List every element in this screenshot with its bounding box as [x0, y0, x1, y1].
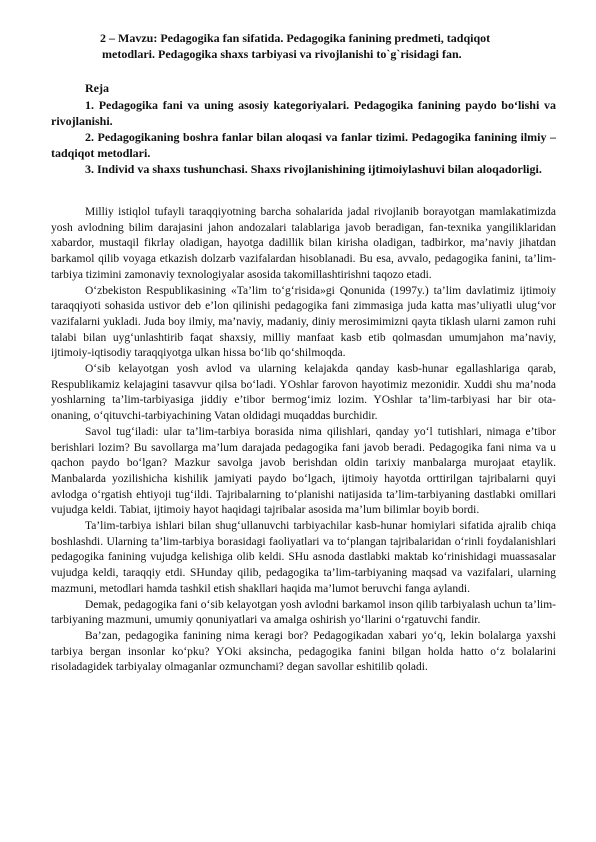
topic-title-line-2: metodlari. Pedagogika shaxs tarbiyasi va rivojlanishi to`g`risidagi fan.	[102, 47, 462, 61]
paragraph-5: Ta’lim-tarbiya ishlari bilan shug‘ullanuvchi tarbiyachilar kasb-hunar homiylari sifatida ajralib chiqa boshlashdi. Ularning ta’lim-tarbiya borasidagi faoliyatlari va to‘plangan tajribalaridan o‘rinli foydalanishlari pedagogika fanining vujudga kelishiga olib keldi. SHu asnoda dastlabki maktab ko‘rinishidagi muassasalar vujudga keldi, taraqqiy etdi. SHunday qilib, pedagogika ta’lim-tarbiyaning maqsad va vazifalari, ularning mazmuni, metodlari hamda tashkil etish shakllari haqida ma’lumot beruvchi fanga aylandi.	[51, 520, 556, 595]
plan-heading: Reja	[85, 81, 109, 95]
paragraph-2: O‘zbekiston Respublikasining «Ta’lim to‘g‘risida»gi Qonunida (1997y.) ta’lim davlatimiz ijtimoiy taraqqiyoti sohasida ustivor deb e’lon qilinishi pedagogika fani zimmasiga juda katta mas’uliyatli ulug‘vor vazifalarni yukladi. Juda boy ilmiy, ma’naviy, madaniy, diniy merosimimizni qayta tiklash ularni zamon ruhi talabi bilan uyg‘unlashtirib faqat shaxsiy, milliy manfaat kasb etib qolmasdan umumjahon ma’naviy, ijtimoiy-iqtisodiy taraqqiyotga ulkan hissa bo‘lib qo‘shilmoqda.	[51, 284, 556, 360]
plan-item-1: 1. Pedagogika fani va uning asosiy kategoriyalari. Pedagogika fanining paydo bo‘lishi va rivojlanishi.	[51, 98, 556, 128]
topic-title	[100, 30, 560, 62]
paragraph-1: Milliy istiqlol tufayli taraqqiyotning barcha sohalarida jadal rivojlanib borayotgan mamlakatimizda yosh avlodning bilim darajasini jahon andozalari talablariga javob beradigan, fan-texnika yangiliklaridan xabardor, mustaqil fikrlay oladigan, hayotga dadillik bilan kirisha oladigan, tadbirkor, ma’naviy jihatdan barkamol qilib voyaga etkazish dolzarb vazifalardan hisoblanadi. Bu esa, avvalo, pedagogika fanini, ta’lim-tarbiya tizimini zamonaviy texnologiyalar asosida takomillashtirishni taqozo etadi.	[51, 206, 556, 281]
paragraph-7: Ba’zan, pedagogika fanining nima keragi bor? Pedagogikadan xabari yo‘q, lekin bolalarga yaxshi tarbiya bergan insonlar ko‘pku? YOki aksincha, pedagogika fanini bilgan holda hatto o‘z bolalarini risoladagidek tarbiyalay olmaganlar ozmunchami? degan savollar eshitilib qoladi.	[51, 629, 556, 674]
topic-title-line-1: 2 – Mavzu: Pedagogika fan sifatida. Pedagogika fanining predmeti, tadqiqot	[100, 31, 491, 45]
body-text	[51, 205, 556, 676]
plan-item-3: 3. Individ va shaxs tushunchasi. Shaxs rivojlanishining ijtimoiylashuvi bilan aloqadorligi.	[85, 162, 542, 176]
plan-outline	[51, 80, 556, 177]
paragraph-4: Savol tug‘iladi: ular ta’lim-tarbiya borasida nima qilishlari, qanday yo‘l tutishlari, nimaga e’tibor berishlari lozim? Bu savollarga ma’lum darajada pedagogika fani javob beradi. Pedagogika fani nima va u qachon paydo bo‘lgan? Mazkur savolga javob berishdan oldin tarixiy manbalarga murojaat etaylik. Manbalarda yozilishicha kishilik jamiyati paydo bo‘lgach, ijtimoiy hayotda orttirilgan tajribalarni quyi avlodga o‘rgatish ehtiyoji tug‘ildi. Tajribalarning to‘planishi natijasida ta’lim-tarbiyaning dastlabki omillari vujudga keldi. Tabiat, ijtimoiy hayot haqidagi tajribalar asosida ma’lum bilimlar boyib bordi.	[51, 425, 556, 517]
plan-item-2: 2. Pedagogikaning boshra fanlar bilan aloqasi va fanlar tizimi. Pedagogika fanining ilmiy – tadqiqot metodlari.	[51, 130, 556, 160]
paragraph-6: Demak, pedagogika fani o‘sib kelayotgan yosh avlodni barkamol inson qilib tarbiyalash uchun ta’lim-tarbiyaning mazmuni, umumiy qonuniyatlari va amalga oshirish yo‘llarini o‘rgatuvchi fandir.	[51, 598, 556, 627]
paragraph-3: O‘sib kelayotgan yosh avlod va ularning kelajakda qanday kasb-hunar egallashlariga qarab, Respublikamiz kelajagini tasavvur qilsa bo‘ladi. YOshlar farovon hayotimiz mezonidir. Xuddi shu ma’noda yoshlarning ta’lim-tarbiyasiga jiddiy e’tibor bermog‘imiz lozim. YOshlar ta’lim-tarbiyasi har bir ota-onaning, o‘qituvchi-tarbiyachining Vatan oldidagi muqaddas burchidir.	[51, 363, 556, 423]
